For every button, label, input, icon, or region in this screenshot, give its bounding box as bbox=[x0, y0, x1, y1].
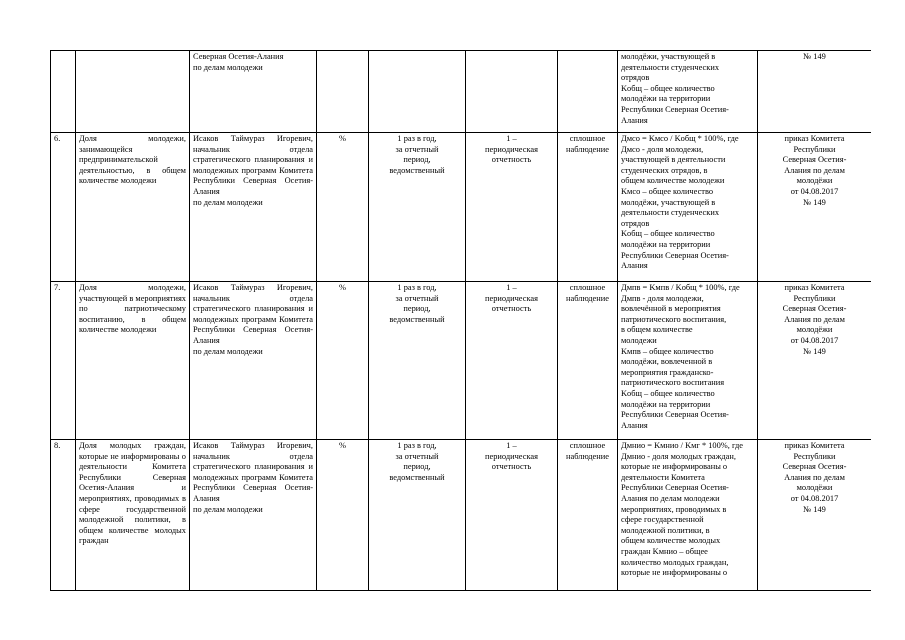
formula-cell bbox=[618, 51, 758, 133]
cell-text-line: которые не информированы о bbox=[621, 568, 728, 578]
cell-text-line: молодёжи bbox=[796, 483, 833, 493]
cell-text-line: молодёжи bbox=[796, 325, 833, 335]
cell-text-line: № 149 bbox=[803, 346, 826, 356]
row-number-cell bbox=[51, 133, 76, 282]
periodicity-cell bbox=[466, 51, 558, 133]
cell-text-line: молодежной политики, в bbox=[621, 525, 710, 535]
source-document-cell bbox=[758, 51, 872, 133]
cell-text: 7. bbox=[54, 283, 61, 292]
cell-text-line: 1 раз в год, bbox=[397, 283, 437, 292]
cell-text-line: от 04.08.2017 bbox=[790, 493, 839, 503]
unit-cell bbox=[317, 282, 369, 440]
cell-text-line: Северная Осетия- bbox=[782, 155, 847, 165]
unit-cell bbox=[317, 51, 369, 133]
cell-text-line: Kобщ – общее количество bbox=[621, 83, 715, 93]
periodicity-cell bbox=[466, 282, 558, 440]
cell-text-line: Дмсо = Kмсо / Kобщ * 100%, где bbox=[621, 134, 739, 143]
frequency-cell bbox=[369, 440, 466, 591]
cell-text-line: сплошное bbox=[569, 283, 606, 292]
cell-text-line: молодёжи bbox=[796, 176, 833, 186]
cell-text-line: Kобщ – общее количество bbox=[621, 229, 715, 239]
cell-text-line: за отчетный bbox=[395, 144, 439, 154]
table-body bbox=[51, 51, 872, 591]
cell-text-line: отрядов bbox=[621, 218, 650, 228]
cell-text-line: 1 – bbox=[506, 283, 517, 292]
collection-method-cell bbox=[558, 133, 618, 282]
formula-cell bbox=[618, 133, 758, 282]
cell-text-line: отчетность bbox=[491, 304, 532, 314]
cell-text-line: молодёжи, вовлеченной в bbox=[621, 357, 713, 367]
cell-text-line: студенческих отрядов, в bbox=[621, 165, 708, 175]
responsible-person-cell bbox=[190, 282, 317, 440]
cell-text-line: деятельности студенческих bbox=[621, 208, 720, 218]
frequency-cell bbox=[369, 133, 466, 282]
cell-text-line: сплошное bbox=[569, 134, 606, 143]
cell-text: 8. bbox=[54, 441, 61, 450]
cell-text: % bbox=[339, 134, 346, 143]
cell-text-line: Доля молодежи, занимающейся предпринимательской деятельностью, в общем количестве молодежи bbox=[79, 134, 186, 186]
cell-text-line: Республики bbox=[793, 293, 836, 303]
cell-text-line: ведомственный bbox=[389, 314, 445, 324]
cell-text-line: Республики bbox=[793, 144, 836, 154]
unit-cell bbox=[317, 133, 369, 282]
cell-text-line: Северная Осетия- bbox=[782, 462, 847, 472]
cell-text-line: 1 – bbox=[506, 134, 517, 143]
cell-text-line: Республики Северная Осетия- bbox=[621, 410, 729, 420]
cell-text-line: Республики Северная Осетия- bbox=[621, 250, 729, 260]
responsible-person-cell bbox=[190, 51, 317, 133]
document-page bbox=[50, 50, 871, 609]
cell-text-line: Дмнио - доля молодых граждан, bbox=[621, 451, 736, 461]
cell-text-line: № 149 bbox=[803, 504, 826, 514]
cell-text-line: деятельности Комитета bbox=[621, 472, 705, 482]
cell-text-line: приказ Комитета bbox=[784, 283, 845, 292]
cell-text-line: Дмпв = Kмпв / Kобщ * 100%, где bbox=[621, 283, 740, 292]
cell-text-line: наблюдение bbox=[566, 451, 609, 461]
cell-text-line: Дмнио = Kмнио / Kмг * 100%, где bbox=[621, 441, 743, 450]
collection-method-cell bbox=[558, 51, 618, 133]
cell-text-line: период, bbox=[403, 462, 431, 472]
formula-cell bbox=[618, 282, 758, 440]
cell-text-line: молодёжи на территории bbox=[621, 239, 711, 249]
cell-text-line: Дмпв - доля молодежи, bbox=[621, 293, 704, 303]
cell-text-line: Республики Северная Осетия- bbox=[621, 483, 729, 493]
cell-text-line: патриотического воспитания, bbox=[621, 314, 727, 324]
cell-text-line: молодёжи на территории bbox=[621, 399, 711, 409]
cell-text-line: отрядов bbox=[621, 73, 650, 83]
cell-text-line: в общем количестве bbox=[621, 325, 693, 335]
cell-text-line: Алания bbox=[621, 420, 648, 430]
cell-text-line: патриотического воспитания bbox=[621, 378, 725, 388]
indicator-name-cell bbox=[76, 51, 190, 133]
cell-text-line: отчетность bbox=[491, 462, 532, 472]
cell-text-line: Северная Осетия- bbox=[782, 304, 847, 314]
cell-text-line: общем количестве молодых bbox=[621, 536, 721, 546]
cell-text-line: молодёжи, участвующей в bbox=[621, 197, 716, 207]
cell-text-line: Исаков Таймураз Игоревич, начальник отдела стратегического планирования и молодежных программ Комитета Республики Северная Осетия-Алания bbox=[193, 134, 313, 196]
unit-cell bbox=[317, 440, 369, 591]
cell-text-line: по делам молодежи bbox=[193, 197, 263, 207]
cell-text-line: молодёжи на территории bbox=[621, 94, 711, 104]
cell-text-line: Kмсо – общее количество bbox=[621, 186, 714, 196]
cell-text: 6. bbox=[54, 134, 61, 143]
cell-text-line: наблюдение bbox=[566, 293, 609, 303]
cell-text-line: 1 раз в год, bbox=[397, 441, 437, 450]
cell-text-line: Доля молодых граждан, которые не информированы о деятельности Комитета Республики Северная Осетия-Алания и мероприятиях, проводимых в сфере государственной молодежной политики, в общем количестве молодых граждан bbox=[79, 441, 186, 546]
cell-text-line: за отчетный bbox=[395, 293, 439, 303]
table-row bbox=[51, 440, 872, 591]
table-row bbox=[51, 282, 872, 440]
cell-text-line: за отчетный bbox=[395, 451, 439, 461]
cell-text-line: 1 раз в год, bbox=[397, 134, 437, 143]
cell-text-line: Алания bbox=[621, 115, 648, 125]
cell-text-line: по делам молодежи bbox=[193, 62, 263, 72]
cell-text-line: отчетность bbox=[491, 155, 532, 165]
cell-text-line: Алания bbox=[621, 261, 648, 271]
cell-text-line: участвующей в деятельности bbox=[621, 155, 726, 165]
row-number-cell bbox=[51, 282, 76, 440]
indicator-name-cell bbox=[76, 282, 190, 440]
cell-text-line: Исаков Таймураз Игоревич, начальник отдела стратегического планирования и молодежных программ Комитета Республики Северная Осетия-Алания bbox=[193, 441, 313, 503]
cell-text-line: вовлечённой в мероприятия bbox=[621, 304, 721, 314]
cell-text-line: 1 – bbox=[506, 441, 517, 450]
cell-text-line: Дмсо - доля молодежи, bbox=[621, 144, 704, 154]
cell-text-line: деятельности студенческих bbox=[621, 62, 720, 72]
cell-text-line: Доля молодежи, участвующей в мероприятиях по патриотическому воспитанию, в общем количестве молодежи bbox=[79, 283, 186, 335]
cell-text-line: Северная Осетия-Алания bbox=[193, 52, 284, 61]
cell-text-line: молодёжи, участвующей в bbox=[621, 52, 716, 61]
cell-text-line: мероприятия гражданско- bbox=[621, 367, 714, 377]
row-number-cell bbox=[51, 440, 76, 591]
row-number-cell bbox=[51, 51, 76, 133]
cell-text-line: по делам молодежи bbox=[193, 346, 263, 356]
responsible-person-cell bbox=[190, 133, 317, 282]
cell-text-line: № 149 bbox=[803, 52, 826, 61]
indicator-name-cell bbox=[76, 440, 190, 591]
periodicity-cell bbox=[466, 133, 558, 282]
cell-text-line: Kобщ – общее количество bbox=[621, 388, 715, 398]
source-document-cell bbox=[758, 133, 872, 282]
cell-text: % bbox=[339, 441, 346, 450]
indicator-name-cell bbox=[76, 133, 190, 282]
collection-method-cell bbox=[558, 440, 618, 591]
cell-text-line: период, bbox=[403, 304, 431, 314]
cell-text-line: сфере государственной bbox=[621, 515, 704, 525]
cell-text-line: количество молодых граждан, bbox=[621, 557, 729, 567]
cell-text-line: сплошное bbox=[569, 441, 606, 450]
collection-method-cell bbox=[558, 282, 618, 440]
cell-text-line: период, bbox=[403, 155, 431, 165]
cell-text-line: Kмпв – общее количество bbox=[621, 346, 714, 356]
cell-text-line: которые не информированы о bbox=[621, 462, 728, 472]
cell-text-line: Алания по делам bbox=[784, 472, 845, 482]
cell-text-line: приказ Комитета bbox=[784, 134, 845, 143]
cell-text-line: ведомственный bbox=[389, 472, 445, 482]
cell-text-line: общем количестве молодежи bbox=[621, 176, 725, 186]
frequency-cell bbox=[369, 51, 466, 133]
cell-text-line: периодическая bbox=[485, 451, 538, 461]
cell-text-line: Алания по делам молодежи bbox=[621, 493, 720, 503]
periodicity-cell bbox=[466, 440, 558, 591]
cell-text-line: мероприятиях, проводимых в bbox=[621, 504, 727, 514]
cell-text-line: Алания по делам bbox=[784, 165, 845, 175]
cell-text: % bbox=[339, 283, 346, 292]
table-row bbox=[51, 51, 872, 133]
cell-text-line: от 04.08.2017 bbox=[790, 186, 839, 196]
cell-text-line: от 04.08.2017 bbox=[790, 335, 839, 345]
cell-text-line: периодическая bbox=[485, 293, 538, 303]
table-row bbox=[51, 133, 872, 282]
cell-text-line: по делам молодежи bbox=[193, 504, 263, 514]
cell-text-line: Республики bbox=[793, 451, 836, 461]
cell-text-line: граждан Kмнио – общее bbox=[621, 546, 708, 556]
source-document-cell bbox=[758, 282, 872, 440]
cell-text-line: Алания по делам bbox=[784, 314, 845, 324]
cell-text-line: Исаков Таймураз Игоревич, начальник отдела стратегического планирования и молодежных программ Комитета Республики Северная Осетия-Алания bbox=[193, 283, 313, 345]
cell-text-line: молодежи bbox=[621, 335, 657, 345]
source-document-cell bbox=[758, 440, 872, 591]
cell-text-line: № 149 bbox=[803, 197, 826, 207]
cell-text-line: Республики Северная Осетия- bbox=[621, 104, 729, 114]
cell-text-line: ведомственный bbox=[389, 165, 445, 175]
cell-text-line: периодическая bbox=[485, 144, 538, 154]
formula-cell bbox=[618, 440, 758, 591]
indicators-table bbox=[50, 50, 871, 591]
frequency-cell bbox=[369, 282, 466, 440]
cell-text-line: приказ Комитета bbox=[784, 441, 845, 450]
cell-text-line: наблюдение bbox=[566, 144, 609, 154]
responsible-person-cell bbox=[190, 440, 317, 591]
